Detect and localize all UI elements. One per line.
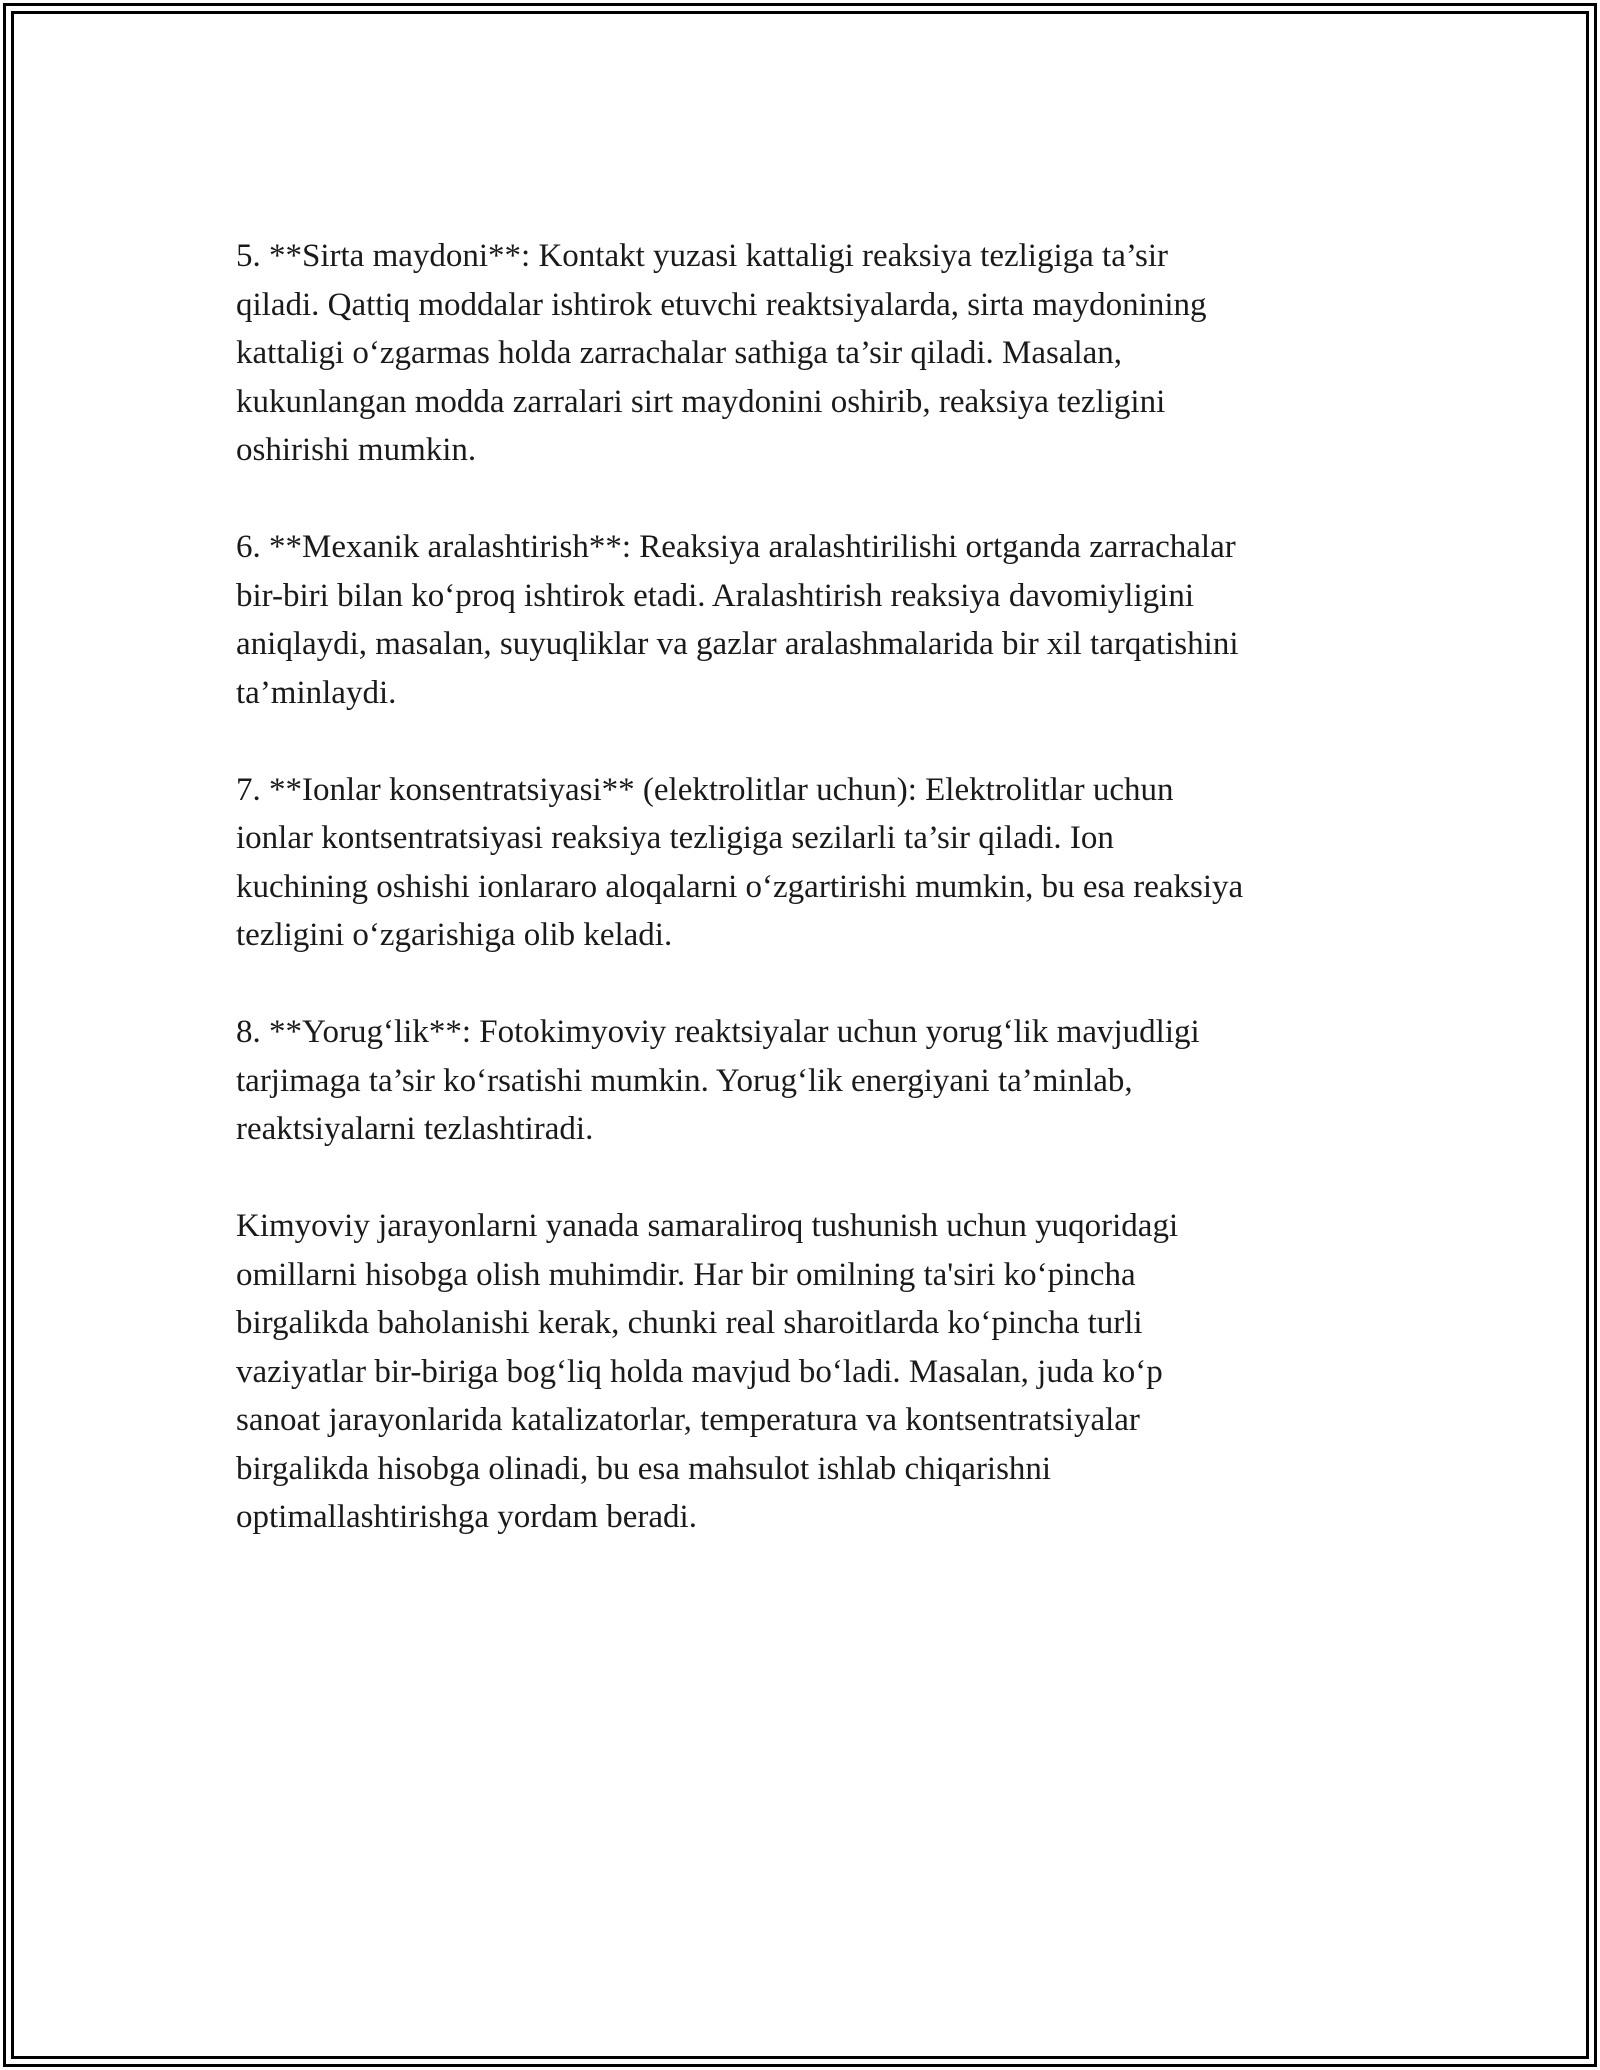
document-body [236, 232, 1376, 1590]
paragraph-ion-concentration: 7. **Ionlar konsentratsiyasi** (elektrolitlar uchun): Elektrolitlar uchun ionlar kontsentratsiyasi reaksiya tezligiga sezilarli ta’sir qiladi. Ion kuchining oshishi ionlararo aloqalarni o‘zgartirishi mumkin, bu esa reaksiya tezligini o‘zgarishiga olib keladi. [236, 771, 1244, 953]
paragraph-conclusion: Kimyoviy jarayonlarni yanada samaraliroq tushunish uchun yuqoridagi omillarni hisobga olish muhimdir. Har bir omilning ta'siri ko‘pincha birgalikda baholanishi kerak, chunki real sharoitlarda ko‘pincha turli vaziyatlar bir-biriga bog‘liq holda mavjud bo‘ladi. Masalan, juda ko‘p sanoat jarayonlarida katalizatorlar, temperatura va kontsentratsiyalar birgalikda hisobga olinadi, bu esa mahsulot ishlab chiqarishni optimallashtirishga yordam beradi. [236, 1208, 1179, 1535]
paragraph-light: 8. **Yorug‘lik**: Fotokimyoviy reaktsiyalar uchun yorug‘lik mavjudligi tarjimaga ta’sir ko‘rsatishi mumkin. Yorug‘lik energiyani ta’minlab, reaktsiyalarni tezlashtiradi. [236, 1014, 1200, 1147]
paragraph-surface-area: 5. **Sirta maydoni**: Kontakt yuzasi kattaligi reaksiya tezligiga ta’sir qiladi. Qattiq moddalar ishtirok etuvchi reaktsiyalarda, sirta maydonining kattaligi o‘zgarmas holda zarrachalar sathiga ta’sir qiladi. Masalan, kukunlangan modda zarralari sirt maydonini oshirib, reaksiya tezligini oshirishi mumkin. [236, 238, 1207, 468]
paragraph-mechanical-mixing: 6. **Mexanik aralashtirish**: Reaksiya aralashtirilishi ortganda zarrachalar bir-biri bilan ko‘proq ishtirok etadi. Aralashtirish reaksiya davomiyligini aniqlaydi, masalan, suyuqliklar va gazlar aralashmalarida bir xil tarqatishini ta’minlaydi. [236, 529, 1239, 711]
